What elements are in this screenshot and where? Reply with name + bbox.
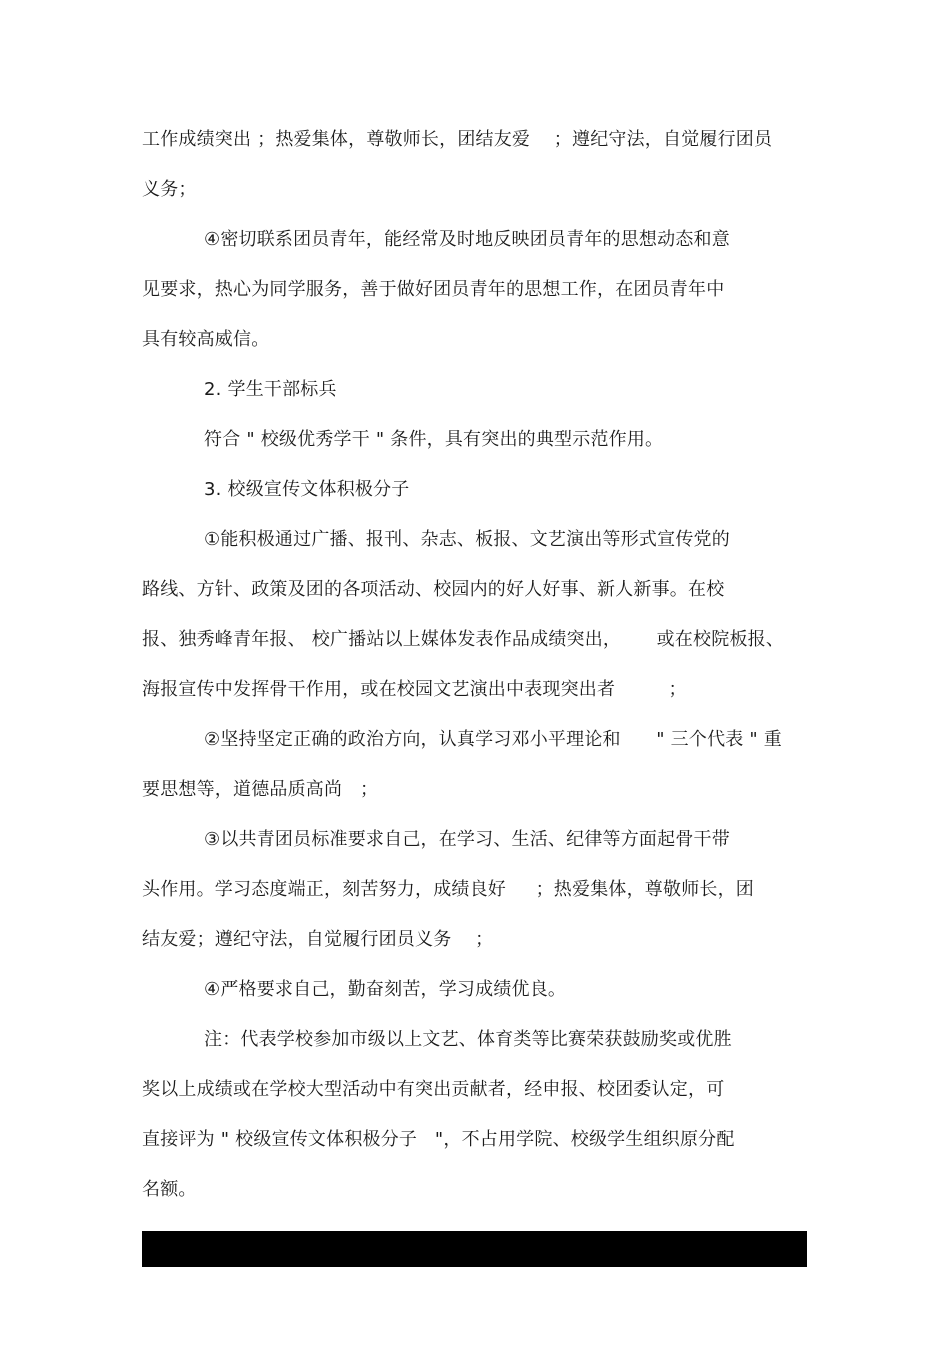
- text-line: 报、独秀峰青年报、 校广播站以上媒体发表作品成绩突出， 或在校院板报、: [142, 629, 785, 650]
- text-line: 义务；: [142, 179, 197, 200]
- text-line: ④密切联系团员青年，能经常及时地反映团员青年的思想动态和意: [204, 229, 730, 250]
- note-line: 奖以上成绩或在学校大型活动中有突出贡献者，经申报、校团委认定，可: [142, 1079, 725, 1100]
- text-line: 符合 " 校级优秀学干 " 条件，具有突出的典型示范作用。: [204, 429, 664, 450]
- text-line: 具有较高威信。: [142, 329, 270, 350]
- text-line: ④严格要求自己，勤奋刻苦，学习成绩优良。: [204, 979, 567, 1000]
- text-line: 头作用。学习态度端正，刻苦努力，成绩良好 ；热爱集体，尊敬师长，团: [142, 879, 755, 900]
- text-line: 要思想等，道德品质高尚 ；: [142, 779, 379, 800]
- section-heading: 2. 学生干部标兵: [204, 379, 337, 400]
- redaction-bar: [142, 1231, 807, 1267]
- text-line: 工作成绩突出 ；热爱集体，尊敬师长，团结友爱 ；遵纪守法，自觉履行团员: [142, 129, 773, 150]
- note-line: 名额。: [142, 1179, 197, 1200]
- note-line: 注：代表学校参加市级以上文艺、体育类等比赛荣获鼓励奖或优胜: [204, 1029, 732, 1050]
- section-heading: 3. 校级宣传文体积极分子: [204, 479, 410, 500]
- text-line: 海报宣传中发挥骨干作用，或在校园文艺演出中表现突出者 ；: [142, 679, 687, 700]
- text-line: 路线、方针、政策及团的各项活动、校园内的好人好事、新人新事。在校: [142, 579, 725, 600]
- text-line: ①能积极通过广播、报刊、杂志、板报、文艺演出等形式宣传党的: [204, 529, 730, 550]
- note-line: 直接评为 " 校级宣传文体积极分子 "，不占用学院、校级学生组织原分配: [142, 1129, 735, 1150]
- text-line: ②坚持坚定正确的政治方向，认真学习邓小平理论和 " 三个代表 " 重: [204, 729, 782, 750]
- text-line: 结友爱；遵纪守法，自觉履行团员义务 ；: [142, 929, 494, 950]
- text-line: ③以共青团员标准要求自己，在学习、生活、纪律等方面起骨干带: [204, 829, 730, 850]
- text-line: 见要求，热心为同学服务，善于做好团员青年的思想工作，在团员青年中: [142, 279, 725, 300]
